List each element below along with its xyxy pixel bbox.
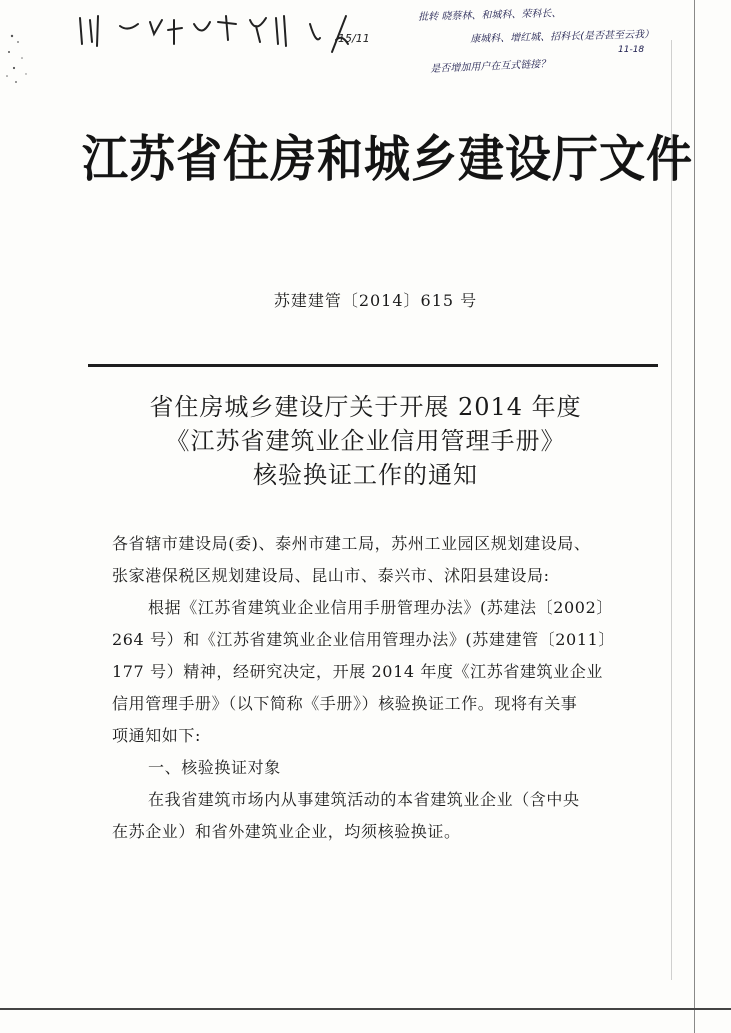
handwritten-annotation-line-2: 康城科、增红城、招科长(是否甚至云我） xyxy=(470,29,655,45)
body-line: 信用管理手册》（以下简称《手册》）核验换证工作。现将有关事 xyxy=(112,694,578,713)
agency-letterhead-title: 江苏省住房和城乡建设厅文件 xyxy=(82,129,693,189)
body-line: 根据《江苏省建筑业企业信用手册管理办法》(苏建法〔2002〕 xyxy=(148,598,613,617)
document-number: 苏建建管〔2014〕615 号 xyxy=(273,291,478,310)
section-heading-1: 一、核验换证对象 xyxy=(148,758,281,777)
handwritten-scribble-top-left xyxy=(70,4,370,74)
recipients-line-2: 张家港保税区规划建设局、昆山市、泰兴市、沭阳县建设局: xyxy=(112,566,550,585)
notice-title-line-2: 《江苏省建筑业企业信用管理手册》 xyxy=(165,427,566,455)
scan-speckle-marks xyxy=(4,30,44,90)
handwritten-date-top: 15/11 xyxy=(338,32,370,45)
body-line: 项通知如下: xyxy=(112,726,201,745)
header-divider-line xyxy=(88,364,658,367)
notice-body xyxy=(112,528,672,848)
handwritten-annotation-line-1: 批转 晓蔡林、和城科、荣科长、 xyxy=(418,8,562,23)
recipients-line-1: 各省辖市建设局(委)、泰州市建工局，苏州工业园区规划建设局、 xyxy=(112,534,591,553)
body-line: 177 号）精神，经研究决定，开展 2014 年度《江苏省建筑业企业 xyxy=(112,662,603,681)
notice-title xyxy=(0,390,731,492)
body-line: 在我省建筑市场内从事建筑活动的本省建筑业企业（含中央 xyxy=(148,790,580,809)
handwritten-annotation-date: 11-18 xyxy=(618,45,645,55)
notice-title-line-3: 核验换证工作的通知 xyxy=(253,461,478,489)
scan-bottom-edge xyxy=(0,1008,731,1010)
body-line: 在苏企业）和省外建筑业企业，均须核验换证。 xyxy=(112,822,461,841)
body-line: 264 号）和《江苏省建筑业企业信用管理办法》(苏建建管〔2011〕 xyxy=(112,630,615,649)
scan-edge-line xyxy=(694,0,695,1033)
notice-title-line-1: 省住房城乡建设厅关于开展 2014 年度 xyxy=(149,393,582,421)
handwritten-annotation-line-3: 是否增加用户在互式链接？ xyxy=(430,58,551,75)
